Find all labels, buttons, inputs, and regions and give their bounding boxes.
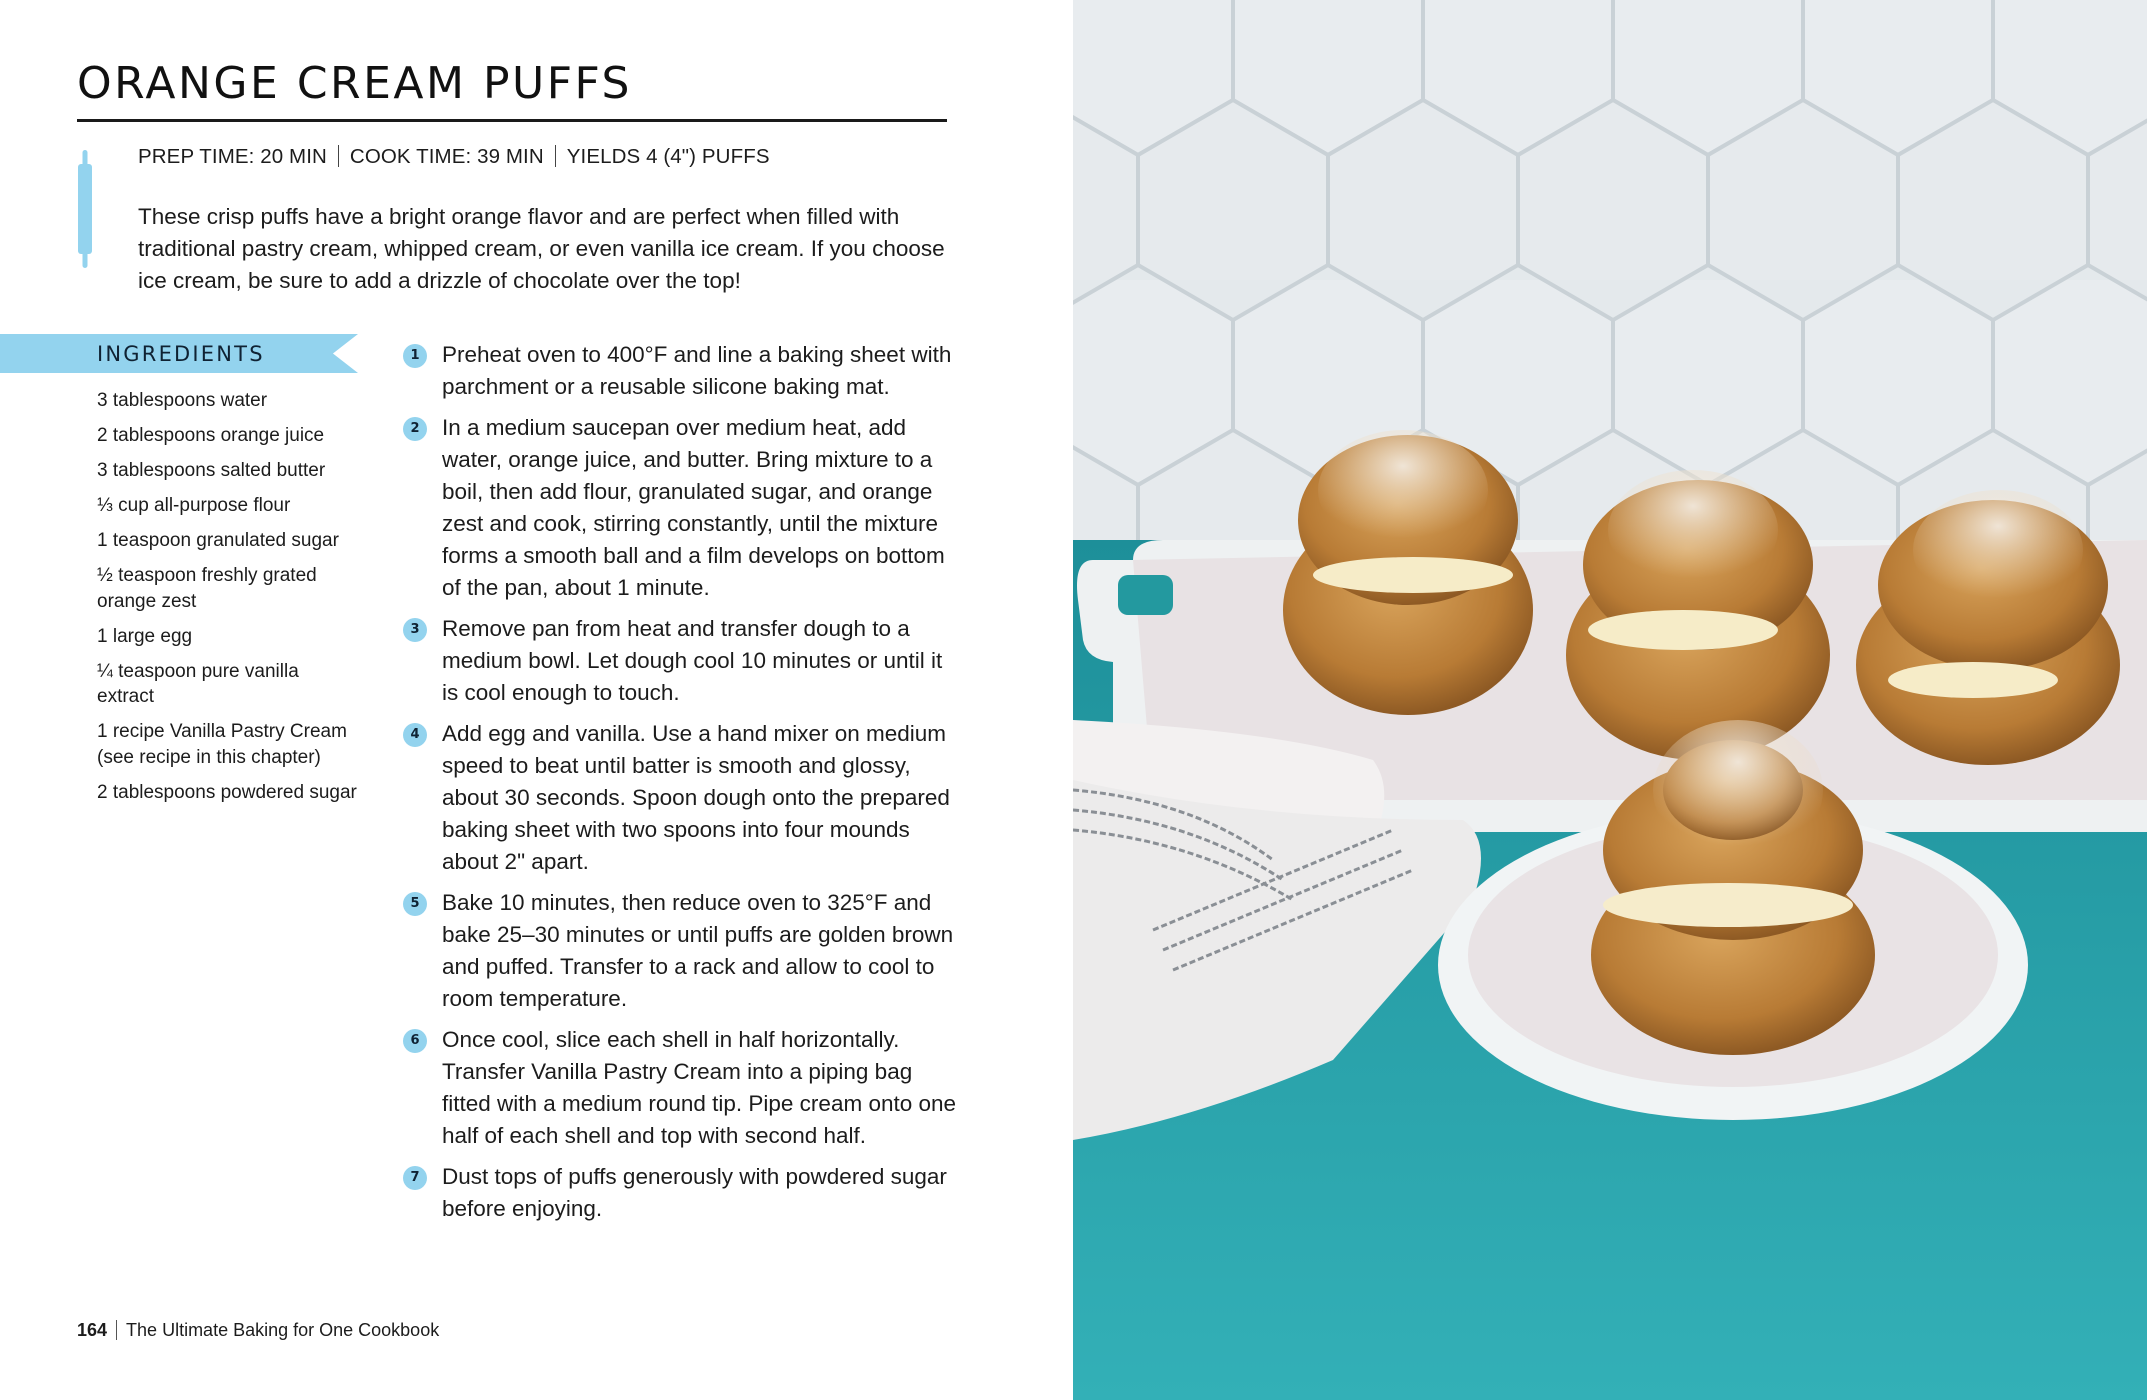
step-number-badge: 4 bbox=[403, 723, 427, 747]
ingredient-item: 1 teaspoon granulated sugar bbox=[97, 530, 339, 551]
step-item bbox=[403, 339, 963, 403]
book-title: The Ultimate Baking for One Cookbook bbox=[126, 1320, 440, 1340]
cream-puff bbox=[1283, 430, 1533, 715]
step-number-badge: 2 bbox=[403, 417, 427, 441]
step-text: In a medium saucepan over medium heat, add water, orange juice, and butter. Bring mixture to a boil, then add flour, granulated sugar, and orange zest and cook, stirring constantly, until the mixture forms a smooth ball and a film develops on bottom of the pan, about 1 minute. bbox=[442, 415, 945, 600]
step-number-badge: 7 bbox=[403, 1166, 427, 1190]
cream-puffs-photo bbox=[1073, 0, 2147, 1400]
ingredient-item: 1 recipe Vanilla Pastry Cream (see recipe in this chapter) bbox=[97, 721, 347, 768]
cook-time: COOK TIME: 39 MIN bbox=[349, 145, 544, 168]
recipe-page bbox=[0, 0, 1073, 1400]
footer-separator bbox=[116, 1320, 117, 1340]
ingredients-list bbox=[97, 388, 357, 815]
step-item bbox=[403, 887, 963, 1015]
ingredient-item: 3 tablespoons salted butter bbox=[97, 460, 326, 481]
step-item bbox=[403, 613, 963, 709]
page-footer bbox=[77, 1320, 439, 1341]
step-item bbox=[403, 412, 963, 604]
tile-backsplash bbox=[1073, 0, 2147, 560]
step-item bbox=[403, 1024, 963, 1152]
meta-separator bbox=[338, 145, 339, 167]
step-item bbox=[403, 1161, 963, 1225]
ingredients-heading: INGREDIENTS bbox=[97, 342, 265, 366]
step-number-badge: 5 bbox=[403, 892, 427, 916]
prep-time: PREP TIME: 20 MIN bbox=[138, 145, 327, 168]
ingredient-item: 1 large egg bbox=[97, 625, 193, 647]
ingredient-item: ⅓ cup all-purpose flour bbox=[97, 495, 291, 516]
rolling-pin-icon bbox=[77, 150, 93, 268]
step-text: Remove pan from heat and transfer dough to a medium bowl. Let dough cool 10 minutes or until it is cool enough to touch. bbox=[442, 616, 943, 705]
step-number-badge: 1 bbox=[403, 344, 427, 368]
step-item bbox=[403, 718, 963, 878]
title-divider bbox=[77, 119, 947, 122]
step-number-badge: 6 bbox=[403, 1029, 427, 1053]
ingredient-item: 2 tablespoons powdered sugar bbox=[97, 781, 357, 803]
ingredient-item: ¼ teaspoon pure vanilla extract bbox=[97, 660, 299, 707]
recipe-photo bbox=[1073, 0, 2147, 1400]
yields: YIELDS 4 (4") PUFFS bbox=[566, 145, 770, 168]
recipe-meta bbox=[138, 145, 770, 169]
ingredient-item: 3 tablespoons water bbox=[97, 390, 268, 411]
ingredient-item: 2 tablespoons orange juice bbox=[97, 425, 325, 446]
recipe-title: ORANGE CREAM PUFFS bbox=[77, 58, 632, 109]
step-text: Preheat oven to 400°F and line a baking sheet with parchment or a reusable silicone baking mat. bbox=[442, 342, 952, 399]
step-text: Bake 10 minutes, then reduce oven to 325°F and bake 25–30 minutes or until puffs are golden brown and puffed. Transfer to a rack and allow to cool to room temperature. bbox=[442, 890, 954, 1011]
step-number-badge: 3 bbox=[403, 618, 427, 642]
step-text: Add egg and vanilla. Use a hand mixer on medium speed to beat until batter is smooth and glossy, about 30 seconds. Spoon dough onto the prepared baking sheet with two spoons into four mounds about 2" apart. bbox=[442, 721, 950, 874]
recipe-intro: These crisp puffs have a bright orange flavor and are perfect when filled with traditional pastry cream, whipped cream, or even vanilla ice cream. If you choose ice cream, be sure to add a drizzle of chocolate over the top! bbox=[138, 204, 945, 293]
page-number: 164 bbox=[77, 1320, 108, 1340]
step-text: Once cool, slice each shell in half horizontally. Transfer Vanilla Pastry Cream into a piping bag fitted with a medium round tip. Pipe cream onto one half of each shell and top with second half. bbox=[442, 1027, 957, 1148]
meta-separator bbox=[555, 145, 556, 167]
ingredient-item: ½ teaspoon freshly grated orange zest bbox=[97, 565, 317, 612]
step-text: Dust tops of puffs generously with powdered sugar before enjoying. bbox=[442, 1164, 947, 1221]
steps-list bbox=[403, 339, 963, 1234]
